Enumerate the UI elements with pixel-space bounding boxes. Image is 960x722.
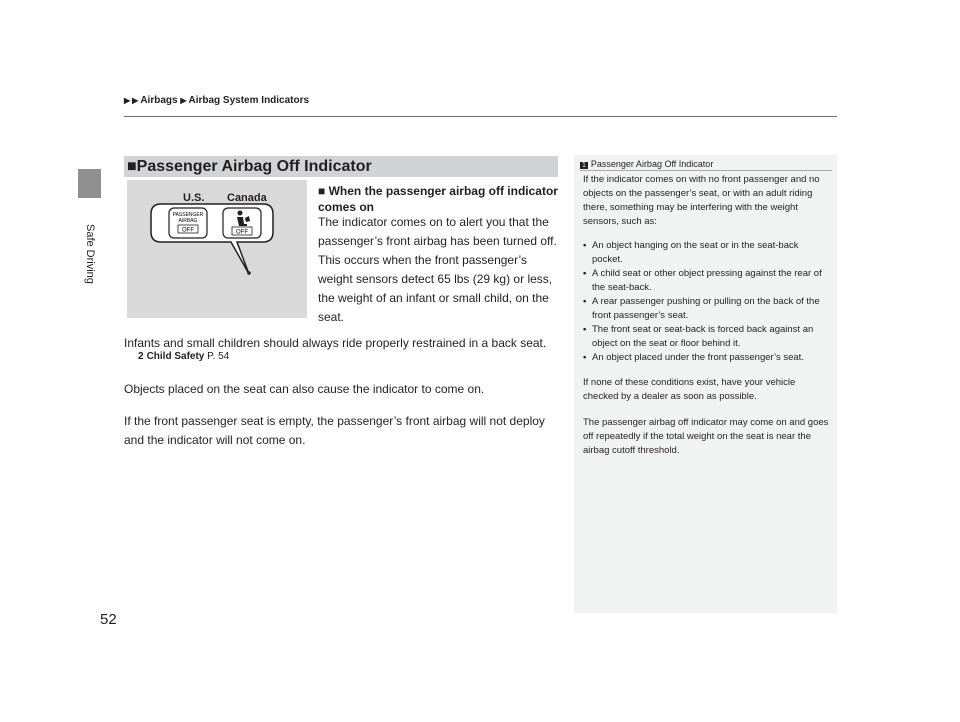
paragraph: Infants and small children should always ride properly restrained in a back seat. [124,336,547,350]
subheading-marker: ■ [318,184,326,198]
note-title-text: Passenger Airbag Off Indicator [590,159,714,169]
note-bullet-list [583,239,831,365]
indicator-illustration [127,180,307,318]
breadcrumb-arrow-icon: ▶ [180,96,187,105]
side-note-title [580,159,713,169]
breadcrumb [124,95,309,106]
header-rule [124,116,837,117]
indicator-panel-drawing [127,180,307,318]
page-number: 52 [100,611,117,628]
cross-reference[interactable] [138,351,229,362]
us-indicator-text-1: PASSENGER [172,212,204,218]
note-number: 1 [582,162,586,169]
list-item: • An object hanging on the seat or in the seat-back pocket. [583,239,831,267]
us-off-text: OFF [182,227,194,234]
note-paragraph: If none of these conditions exist, have your vehicle checked by a dealer as soon as possible. [583,377,796,402]
breadcrumb-part[interactable]: Airbags [140,95,178,106]
list-item: • A rear passenger pushing or pulling on the back of the front passenger’s seat. [583,295,831,323]
xref-title[interactable]: Child Safety [146,351,205,362]
chapter-label: Safe Driving [84,224,96,284]
subheading-text: When the passenger airbag off indicator comes on [318,184,558,214]
list-item: • A child seat or other object pressing against the rear of the seat-back. [583,267,831,295]
note-paragraph: The passenger airbag off indicator may come on and goes off repeatedly if the total weight on the seat is near the airbag cutoff threshold. [583,417,829,456]
paragraph: Objects placed on the seat can also cause the indicator to come on. [124,382,485,396]
breadcrumb-arrow-icon: ▶ [132,96,139,105]
list-item: • The front seat or seat-back is forced back against an object on the seat or floor behind it. [583,323,831,351]
list-item: • An object placed under the front passenger’s seat. [583,351,831,365]
chapter-tab [78,169,101,198]
breadcrumb-part[interactable]: Airbag System Indicators [188,95,310,106]
xref-arrow-icon: 2 [138,351,144,362]
section-marker: ■ [127,158,137,175]
paragraph: If the front passenger seat is empty, the passenger’s front airbag will not deploy and the indicator will not come on. [124,414,545,447]
section-heading [124,156,558,177]
us-indicator-text-2: AIRBAG [178,218,198,224]
xref-page[interactable]: P. 54 [207,351,230,362]
canada-off-text: OFF [236,229,248,236]
side-note-rule [580,170,832,171]
breadcrumb-arrow-icon: ▶ [124,96,131,105]
us-label: U.S. [183,192,205,204]
subheading [318,183,558,215]
canada-label: Canada [227,192,267,204]
note-intro: If the indicator comes on with no front passenger and no objects on the passenger’s seat, or with an adult riding there, something may be interfering with the weight sensors, such as: [583,174,820,227]
intro-paragraph: The indicator comes on to alert you that the passenger’s front airbag has been turned off. This occurs when the front passenger’s weight sensors detect 65 lbs (29 kg) or less, the weight of an infant or small child, on the seat. [318,215,557,324]
section-title: Passenger Airbag Off Indicator [136,158,372,175]
